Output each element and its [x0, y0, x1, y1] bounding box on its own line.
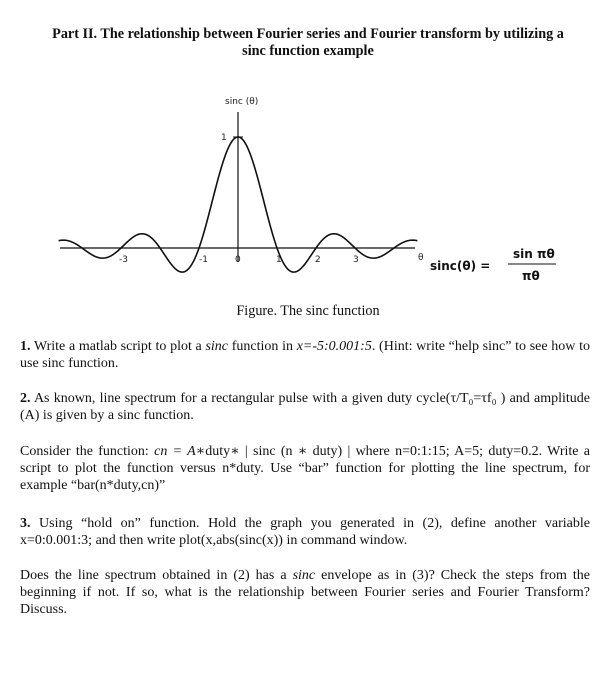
q3-text: Using “hold on” function. Hold the graph you generated in (2), define another variable x=0:0.001:3; and then write plot(x,abs(sinc(x)) in command window. [20, 516, 590, 548]
q2-text: As known, line spectrum for a rectangular pulse with a given duty cycle(τ/T₀=τf₀ ) and amplitude (A) is given by a sinc function. [20, 391, 590, 423]
q4-sinc-word: sinc [292, 568, 316, 583]
q1-text-b: function in [228, 339, 297, 354]
x-tick-label-neg3: -3 [119, 255, 128, 265]
q4-text-a: Does the line spectrum obtained in (2) has a [20, 568, 293, 583]
x-axis-label: θ [418, 253, 424, 263]
q1-range: x=-5:0.001:5 [296, 339, 372, 354]
formula-lhs: sinc(θ) = [430, 259, 491, 273]
formula-denominator: πθ [522, 269, 540, 283]
page-title [20, 26, 596, 60]
question-1 [20, 338, 590, 372]
q1-sinc-word: sinc [205, 339, 229, 354]
x-tick-label-neg1: -1 [199, 255, 208, 265]
question-2-detail [20, 443, 590, 494]
y-tick-label: 1 [221, 133, 227, 143]
formula-numerator: sin πθ [513, 247, 555, 261]
figure-caption: Figure. The sinc function [236, 303, 380, 319]
title-line-1: Part II. The relationship between Fourier series and Fourier transform by utilizing a [52, 26, 564, 42]
sinc-figure [50, 92, 570, 292]
x-tick-label-0: 0 [235, 255, 241, 265]
x-tick-label-3: 3 [353, 255, 359, 265]
question-2-number: 2. [20, 391, 31, 406]
title-line-2: sinc function example [242, 43, 374, 59]
q2b-formula: cn = A∗ [154, 444, 206, 459]
q4-text-b: envelope as in (3)? Check the steps from the beginning if not. If so, what is the relationship between Fourier series and Fourier Transform? Discuss. [20, 568, 591, 617]
question-4 [20, 567, 590, 618]
q2b-text-b: duty∗ | sinc (n ∗ duty) | where n=0:1:15; A=5; duty=0.2. Write a script to plot the function versus n*duty. Use “bar” function for plotting the line spectrum, for example “bar(n*duty,cn)” [20, 444, 591, 493]
plot-label: sinc (θ) [225, 97, 259, 107]
q1-text-c: . (Hint: write “help sinc” to see how to use sinc function. [20, 339, 591, 371]
q2b-text-a: Consider the function: [20, 444, 155, 459]
question-1-number: 1. [20, 339, 31, 354]
question-2 [20, 390, 590, 424]
x-tick-label-2: 2 [315, 255, 321, 265]
q1-text-a: Write a matlab script to plot a [30, 339, 206, 354]
x-tick-label-1: 1 [276, 255, 282, 265]
question-3 [20, 515, 590, 549]
sinc-plot [50, 92, 570, 292]
question-3-number: 3. [20, 516, 31, 531]
